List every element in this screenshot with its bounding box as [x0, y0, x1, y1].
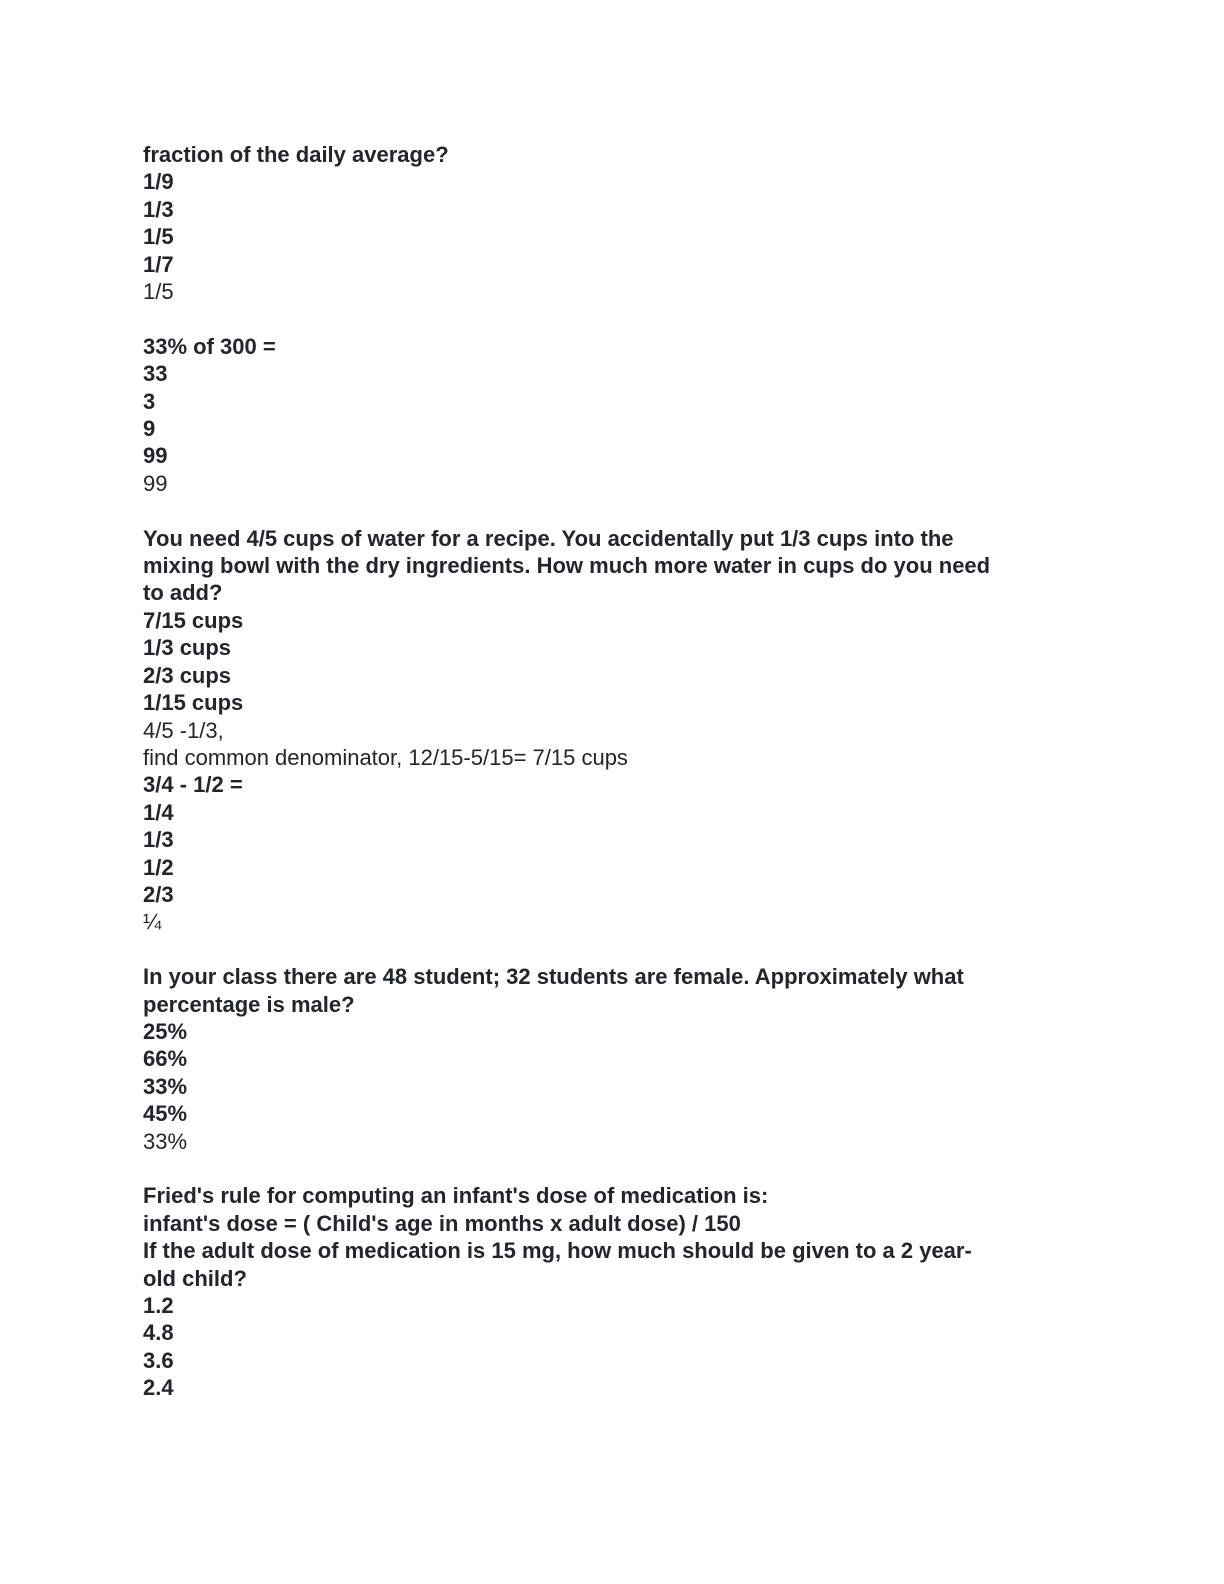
- question-text: to add?: [143, 580, 223, 606]
- document-page: [143, 141, 1073, 1402]
- question-text: You need 4/5 cups of water for a recipe. You accidentally put 1/3 cups into the: [143, 525, 954, 551]
- spacer: [143, 936, 1073, 963]
- answer-key: ¼: [143, 909, 162, 935]
- answer-option: 33: [143, 361, 168, 387]
- answer-option: 1/7: [143, 251, 174, 277]
- spacer: [143, 1155, 1073, 1182]
- question-block: [143, 963, 1073, 1155]
- question-text: infant's dose = ( Child's age in months x adult dose) / 150: [143, 1210, 741, 1236]
- answer-option: 3: [143, 388, 156, 414]
- answer-option: 1.2: [143, 1293, 174, 1318]
- answer-key: 99: [143, 470, 168, 496]
- answer-option: 25%: [143, 1018, 188, 1044]
- answer-option: 1/3 cups: [143, 635, 232, 661]
- answer-option: 1/2: [143, 854, 174, 880]
- question-text: Fried's rule for computing an infant's dose of medication is:: [143, 1183, 769, 1209]
- answer-option: 1/5: [143, 224, 174, 250]
- answer-key: 4/5 -1/3,: [143, 717, 224, 743]
- answer-option: 2/3: [143, 881, 174, 907]
- answer-option: 1/3: [143, 196, 174, 222]
- answer-key: 33%: [143, 1128, 188, 1154]
- answer-key: find common denominator, 12/15-5/15= 7/15 cups: [143, 744, 628, 770]
- answer-option: 1/4: [143, 799, 174, 825]
- question-text: old child?: [143, 1265, 247, 1291]
- spacer: [143, 305, 1073, 332]
- question-block: [143, 525, 1073, 772]
- question-text: mixing bowl with the dry ingredients. How much more water in cups do you need: [143, 553, 991, 579]
- answer-option: 4.8: [143, 1320, 174, 1346]
- question-text: If the adult dose of medication is 15 mg, how much should be given to a 2 year-: [143, 1238, 972, 1264]
- question-block: [143, 141, 1073, 305]
- answer-option: 1/15 cups: [143, 690, 244, 716]
- answer-option: 9: [143, 416, 156, 442]
- spacer: [143, 497, 1073, 524]
- answer-option: 1/3: [143, 827, 174, 853]
- answer-option: 1/9: [143, 169, 174, 195]
- question-text: fraction of the daily average?: [143, 142, 449, 167]
- question-block: [143, 333, 1073, 497]
- question-block: [143, 771, 1073, 935]
- answer-option: 2.4: [143, 1375, 174, 1401]
- answer-option: 3.6: [143, 1347, 174, 1373]
- answer-key: 1/5: [143, 279, 174, 305]
- question-text: In your class there are 48 student; 32 students are female. Approximately what: [143, 964, 964, 990]
- answer-option: 45%: [143, 1101, 188, 1127]
- question-text: 3/4 - 1/2 =: [143, 772, 243, 798]
- answer-option: 99: [143, 443, 168, 469]
- question-block: [143, 1182, 1073, 1401]
- question-text: 33% of 300 =: [143, 333, 276, 359]
- answer-option: 2/3 cups: [143, 662, 232, 688]
- answer-option: 66%: [143, 1046, 188, 1072]
- question-text: percentage is male?: [143, 991, 355, 1017]
- answer-option: 33%: [143, 1073, 188, 1099]
- answer-option: 7/15 cups: [143, 607, 244, 633]
